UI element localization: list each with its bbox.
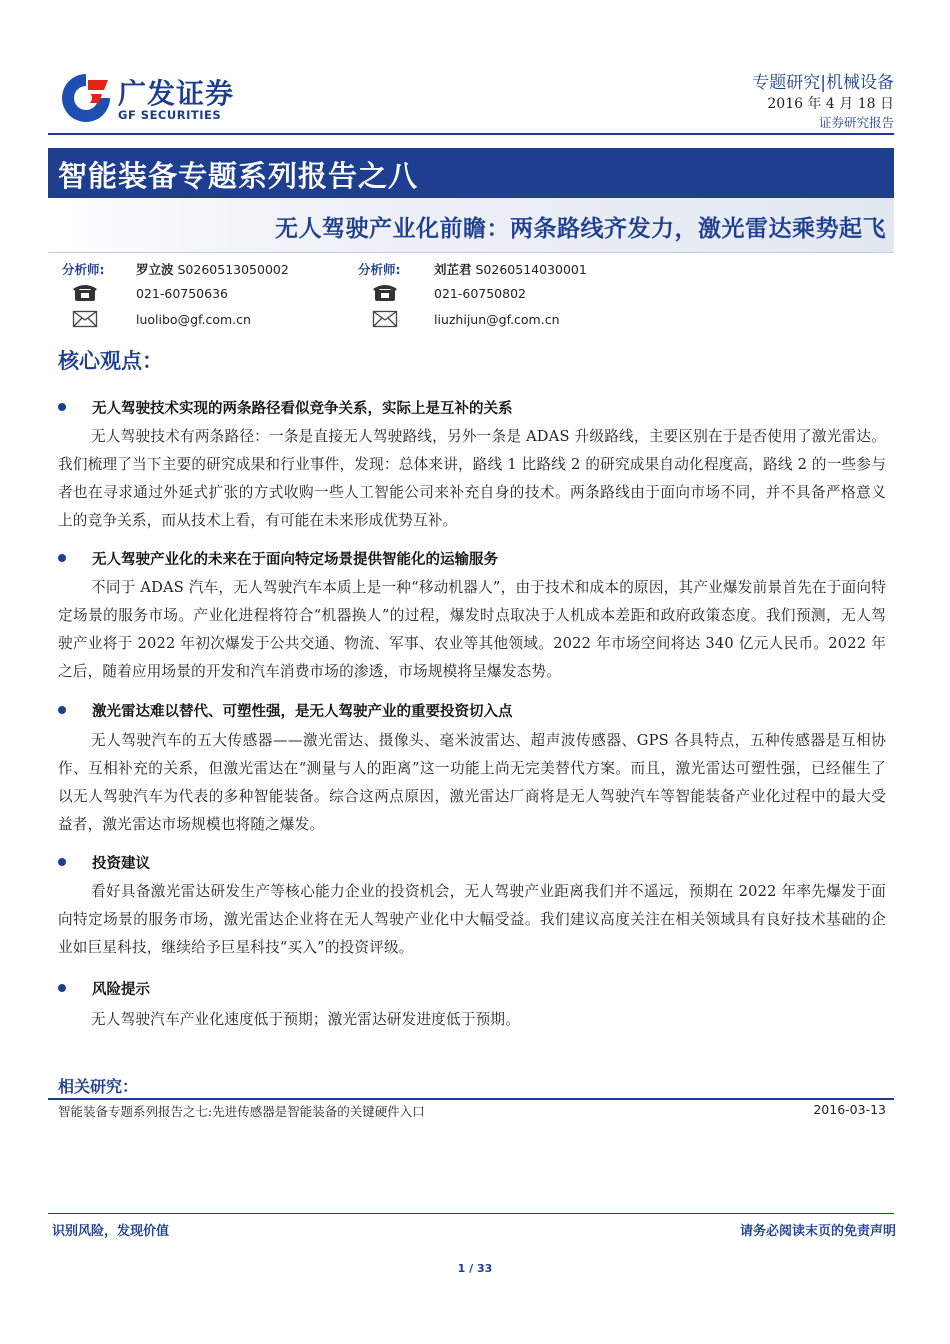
phone-icon: [372, 282, 398, 302]
point-heading: 无人驾驶产业化的未来在于面向特定场景提供智能化的运输服务: [92, 552, 498, 568]
point-body: 无人驾驶技术有两条路径：一条是直接无人驾驶路线，另外一条是 ADAS 升级路线，主要区别在于是否使用了激光雷达。我们梳理了当下主要的研究成果和行业事件，发现：总体来讲，路线 1 比路线 2 的研究成果自动化程度高，路线 2 的一些参与者也在寻求通过外延式扩张的方式收购一些人工智能公司来补充自身的技术。两条路线由于面向市场不同，并不具备严格意义上的竞争关系，而从技术上看，有可能在未来形成优势互补。: [58, 428, 886, 529]
related-divider: [48, 1098, 894, 1100]
point-body: 无人驾驶汽车的五大传感器——激光雷达、摄像头、毫米波雷达、超声波传感器、GPS 各具特点，五种传感器是互相协作、互相补充的关系，但激光雷达在“测量与人的距离”这一功能上尚无完美替代方案。而且，激光雷达可塑性强，已经催生了以无人驾驶汽车为代表的多种智能装备。综合这两点原因，激光雷达厂商将是无人驾驶汽车等智能装备产业化过程中的最大受益者，激光雷达市场规模也将随之爆发。: [58, 732, 886, 833]
related-report-date: 2016-03-13: [813, 1102, 886, 1117]
logo-english-name: GF SECURITIES: [118, 108, 222, 122]
envelope-icon: [72, 309, 98, 329]
bullet-icon: [58, 984, 66, 992]
subtitle-band: [48, 198, 894, 253]
point-heading: 风险提示: [92, 982, 150, 998]
report-type: 证券研究报告: [818, 115, 894, 130]
report-date: 2016 年 4 月 18 日: [767, 96, 894, 112]
page-number: 1 / 33: [457, 1262, 493, 1275]
analyst-phone: 021-60750802: [434, 286, 526, 301]
related-research-heading: 相关研究：: [58, 1077, 139, 1096]
gf-logo: [58, 70, 258, 126]
phone-icon: [72, 282, 98, 302]
header-meta: [752, 72, 894, 132]
bullet-icon: [58, 858, 66, 866]
analyst-phone: 021-60750636: [136, 286, 228, 301]
footer-disclaimer-note: 请务必阅读末页的免责声明: [739, 1224, 896, 1239]
point-heading: 激光雷达难以替代、可塑性强，是无人驾驶产业的重要投资切入点: [92, 704, 513, 720]
footer-slogan: 识别风险，发现价值: [52, 1224, 170, 1239]
bullet-icon: [58, 554, 66, 562]
analyst-label: 分析师:: [358, 262, 401, 277]
analyst-label: 分析师:: [62, 262, 105, 277]
related-report-link[interactable]: 智能装备专题系列报告之七:先进传感器是智能装备的关键硬件入口: [58, 1104, 425, 1119]
point-body: 看好具备激光雷达研发生产等核心能力企业的投资机会，无人驾驶产业距离我们并不遥远，预期在 2022 年率先爆发于面向特定场景的服务市场，激光雷达企业将在无人驾驶产业化中大幅受益。我们建议高度关注在相关领域具有良好技术基础的企业如巨星科技，继续给予巨星科技“买入”的投资评级。: [58, 883, 886, 956]
core-views-heading: 核心观点：: [58, 349, 163, 373]
analyst-cert: S0260514030001: [475, 262, 587, 277]
report-category: 专题研究|机械设备: [752, 73, 894, 93]
gf-logo-icon: [58, 70, 114, 126]
report-title: 智能装备专题系列报告之八: [58, 159, 419, 193]
footer-divider: [48, 1213, 894, 1214]
analyst-email[interactable]: luolibo@gf.com.cn: [136, 312, 251, 327]
title-band: [48, 148, 894, 198]
point-heading: 无人驾驶技术实现的两条路径看似竞争关系，实际上是互补的关系: [92, 401, 513, 417]
bullet-icon: [58, 403, 66, 411]
analyst-email[interactable]: liuzhijun@gf.com.cn: [434, 312, 560, 327]
point-body: 无人驾驶汽车产业化速度低于预期；激光雷达研发进度低于预期。: [91, 1011, 521, 1028]
point-heading: 投资建议: [92, 856, 150, 872]
analyst-name: 刘芷君: [434, 262, 472, 277]
report-subtitle: 无人驾驶产业化前瞻：两条路线齐发力，激光雷达乘势起飞: [275, 216, 886, 242]
bullet-icon: [58, 706, 66, 714]
point-body: 不同于 ADAS 汽车，无人驾驶汽车本质上是一种“移动机器人”，由于技术和成本的原因，其产业爆发前景首先在于面向特定场景的服务市场。产业化进程将符合“机器换人”的过程，爆发时点取决于人机成本差距和政府政策态度。我们预测，无人驾驶产业将于 2022 年初次爆发于公共交通、物流、军事、农业等其他领域。2022 年市场空间将达 340 亿元人民币。2022 年之后，随着应用场景的开发和汽车消费市场的渗透，市场规模将呈爆发态势。: [58, 579, 886, 680]
analyst-name: 罗立波: [136, 262, 174, 277]
header-divider: [48, 133, 894, 135]
logo-chinese-name: 广发证券: [118, 77, 235, 110]
envelope-icon: [372, 309, 398, 329]
analyst-cert: S0260513050002: [177, 262, 289, 277]
